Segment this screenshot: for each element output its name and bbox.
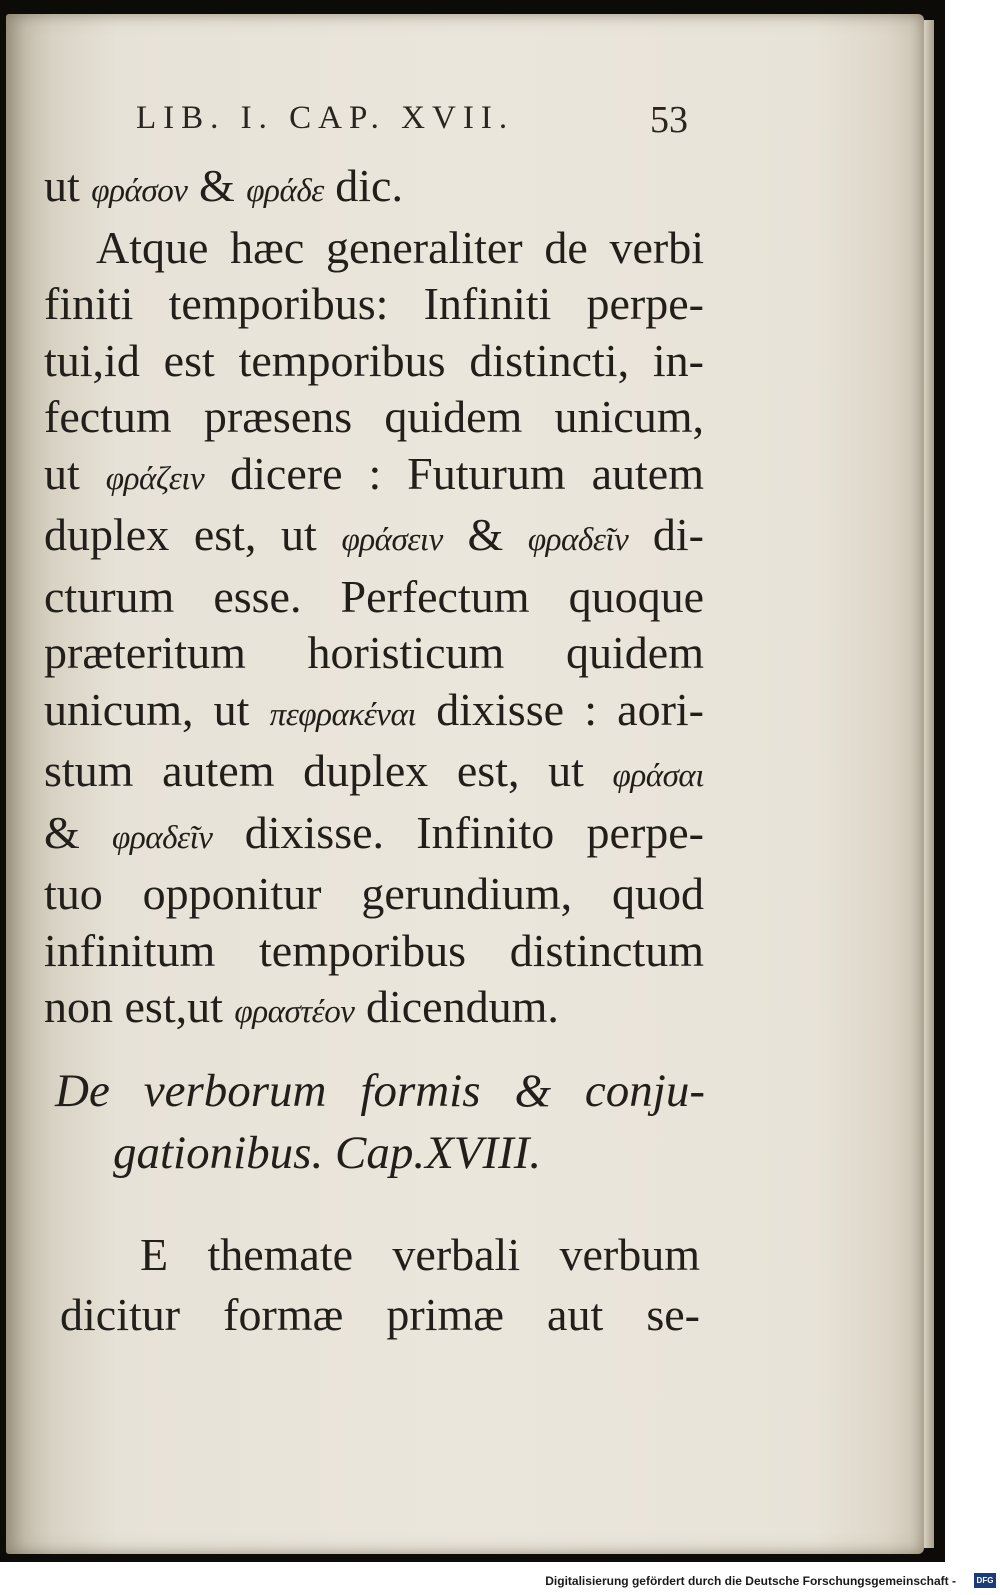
text-line: Atque hæc generaliter de verbi [96, 221, 704, 273]
text-line: finiti temporibus: Infiniti perpe- [44, 278, 704, 329]
text-fragment: dixisse. Infinito perpe- [212, 806, 704, 858]
text-line [44, 158, 704, 220]
chapter-body-text [60, 1225, 700, 1345]
page-edge [924, 20, 934, 1548]
text-line: fectum præsens quidem unicum, [44, 391, 704, 442]
text-fragment: di- [628, 509, 704, 560]
text-line [44, 979, 704, 1041]
text-fragment: stum autem duplex est, ut [44, 745, 613, 796]
text-line: tuo opponitur gerundium, quod [44, 868, 704, 919]
text-line [44, 446, 704, 508]
greek-word: φράσαι [612, 757, 704, 794]
text-fragment: duplex est, ut [44, 509, 342, 560]
greek-word: φράδε [246, 172, 324, 209]
text-line [44, 743, 704, 805]
heading-line: gationibus. Cap.XVIII. [113, 1127, 542, 1179]
text-line: E themate verbali verbum [140, 1229, 700, 1280]
chapter-heading [55, 1060, 705, 1184]
greek-word: φραδεῖν [112, 818, 213, 856]
text-line: cturum esse. Perfectum quoque [44, 570, 704, 622]
greek-word: φράσειν [341, 521, 443, 558]
text-line [44, 507, 704, 569]
heading-line: De verborum formis & conju- [55, 1065, 705, 1117]
text-fragment: dixisse : aori- [416, 683, 704, 735]
text-fragment: dicendum. [354, 981, 559, 1032]
text-fragment: & [187, 160, 247, 211]
greek-word: φράζειν [105, 459, 205, 497]
text-fragment: dicere : Futurum autem [204, 447, 704, 499]
greek-word: φραδεῖν [527, 521, 629, 558]
body-text-section [44, 158, 704, 1041]
text-line: dicitur formæ primæ aut se- [60, 1289, 700, 1340]
dfg-logo: DFG [974, 1573, 996, 1588]
text-fragment: & [442, 509, 528, 560]
text-line: præteritum horisticum quidem [44, 627, 704, 678]
greek-word: φράσον [91, 172, 188, 209]
greek-word: πεφρακέναι [269, 695, 417, 733]
text-line [44, 805, 704, 867]
text-line: tui,id est temporibus distincti, in- [44, 334, 704, 386]
running-head: LIB. I. CAP. XVII. [136, 100, 515, 136]
text-fragment: ut [44, 447, 106, 499]
text-line [44, 682, 704, 744]
text-fragment: ut [44, 160, 92, 211]
text-fragment: non est,ut [44, 981, 235, 1032]
page-number: 53 [650, 99, 688, 141]
text-fragment: unicum, ut [44, 683, 270, 735]
greek-word: φραστέον [234, 993, 355, 1030]
text-fragment: & [44, 806, 113, 858]
digitization-credit: Digitalisierung gefördert durch die Deutsche Forschungsgemeinschaft - [545, 1574, 956, 1588]
text-line: infinitum temporibus distinctum [44, 924, 704, 976]
text-fragment: dic. [323, 160, 403, 211]
